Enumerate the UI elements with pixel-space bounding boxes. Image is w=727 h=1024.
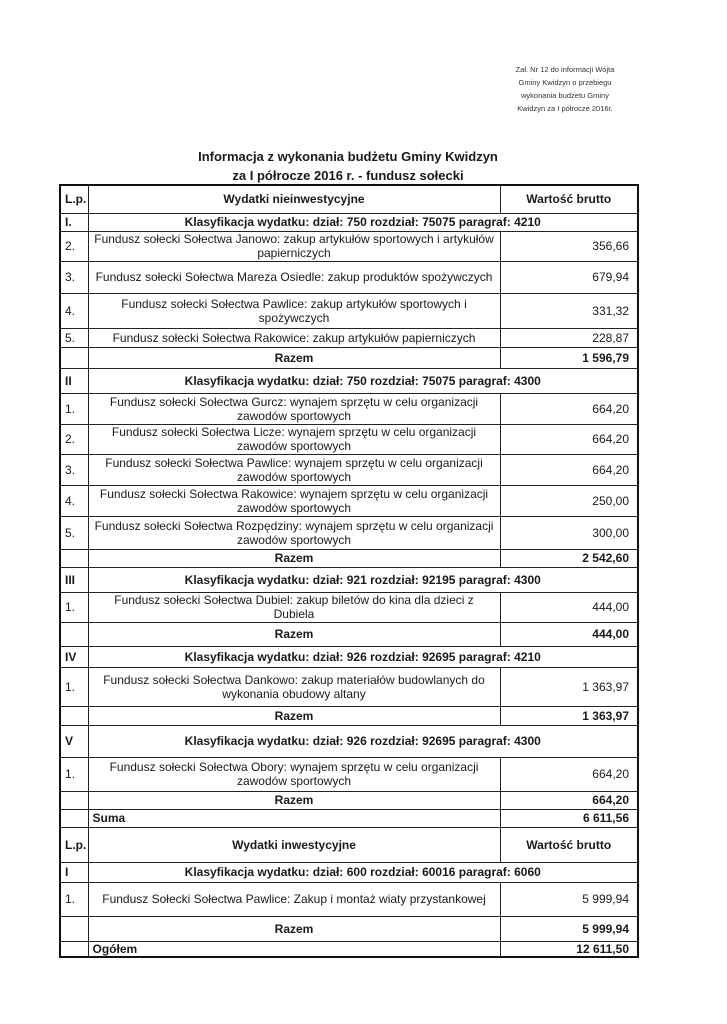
table-row	[60, 293, 638, 328]
lp-cell: 3.	[60, 454, 88, 485]
value-cell: 679,94	[500, 261, 638, 293]
lp-cell	[60, 549, 88, 567]
description-cell: Fundusz sołecki Sołectwa Obory: wynajem sprzętu w celu organizacji zawodów sportowych	[88, 757, 500, 791]
description-cell: Razem	[88, 622, 500, 646]
description-cell: Fundusz sołecki Sołectwa Dubiel: zakup biletów do kina dla dzieci z Dubiela	[88, 592, 500, 622]
subtotal-row	[60, 549, 638, 567]
description-cell: Fundusz sołecki Sołectwa Gurcz: wynajem sprzętu w celu organizacji zawodów sportowych	[88, 393, 500, 424]
value-cell: 228,87	[500, 328, 638, 347]
table-row	[60, 882, 638, 916]
lp-cell	[60, 791, 88, 809]
value-cell: 664,20	[500, 757, 638, 791]
value-cell: 1 596,79	[500, 347, 638, 368]
table-row	[60, 454, 638, 485]
classification-row	[60, 862, 638, 882]
value-cell: 6 611,56	[500, 809, 638, 827]
description-cell: Razem	[88, 347, 500, 368]
lp-cell: 5.	[60, 328, 88, 347]
lp-cell: 4.	[60, 485, 88, 516]
classification-row	[60, 725, 638, 757]
lp-cell	[60, 706, 88, 725]
classification-row	[60, 368, 638, 393]
classification-row	[60, 646, 638, 667]
title-line: Informacja z wykonania budżetu Gminy Kwidzyn	[198, 149, 498, 164]
lp-cell: V	[60, 725, 88, 757]
table-row	[60, 592, 638, 622]
description-cell: Fundusz sołecki Sołectwa Rozpędziny: wynajem sprzętu w celu organizacji zawodów sportowych	[88, 516, 500, 549]
value-cell: 664,20	[500, 791, 638, 809]
lp-cell: I	[60, 862, 88, 882]
description-cell: Razem	[88, 791, 500, 809]
classification-cell: Klasyfikacja wydatku: dział: 750 rozdział: 75075 paragraf: 4300	[88, 368, 638, 393]
lp-cell: I.	[60, 213, 88, 231]
lp-cell: 2.	[60, 231, 88, 261]
value-cell: Wartość brutto	[500, 185, 638, 213]
description-cell: Fundusz sołecki Sołectwa Pawlice: wynajem sprzętu w celu organizacji zawodów sportowych	[88, 454, 500, 485]
table-header-row	[60, 185, 638, 213]
value-cell: 444,00	[500, 592, 638, 622]
note-line: Gminy Kwidzyn o przebiegu	[518, 78, 612, 87]
lp-cell: L.p.	[60, 827, 88, 862]
description-cell: Fundusz sołecki Sołectwa Rakowice: zakup artykułów papierniczych	[88, 328, 500, 347]
description-cell: Fundusz sołecki Sołectwa Dankowo: zakup materiałów budowlanych do wykonania obudowy altany	[88, 667, 500, 706]
value-cell: 12 611,50	[500, 941, 638, 957]
note-line: wykonania budżetu Gminy	[521, 91, 609, 100]
lp-cell: 1.	[60, 592, 88, 622]
classification-cell: Klasyfikacja wydatku: dział: 921 rozdział: 92195 paragraf: 4300	[88, 567, 638, 592]
lp-cell: 1.	[60, 757, 88, 791]
lp-cell	[60, 809, 88, 827]
value-cell: 664,20	[500, 393, 638, 424]
subtotal-row	[60, 916, 638, 941]
value-cell: 444,00	[500, 622, 638, 646]
lp-cell: 1.	[60, 393, 88, 424]
lp-cell: II	[60, 368, 88, 393]
table-row	[60, 667, 638, 706]
value-cell: 1 363,97	[500, 667, 638, 706]
description-cell: Razem	[88, 916, 500, 941]
description-cell: Fundusz sołecki Sołectwa Janowo: zakup artykułów sportowych i artykułów papierniczych	[88, 231, 500, 261]
table-row	[60, 757, 638, 791]
table-row	[60, 516, 638, 549]
description-cell: Fundusz sołecki Sołectwa Rakowice: wynajem sprzętu w celu organizacji zawodów sportowych	[88, 485, 500, 516]
value-cell: Wartość brutto	[500, 827, 638, 862]
lp-cell: 1.	[60, 882, 88, 916]
budget-table	[59, 184, 639, 958]
value-cell: 1 363,97	[500, 706, 638, 725]
classification-row	[60, 567, 638, 592]
table-header-row	[60, 827, 638, 862]
lp-cell: L.p.	[60, 185, 88, 213]
lp-cell	[60, 622, 88, 646]
subtotal-row	[60, 706, 638, 725]
description-cell: Razem	[88, 706, 500, 725]
lp-cell: 4.	[60, 293, 88, 328]
classification-cell: Klasyfikacja wydatku: dział: 926 rozdział: 92695 paragraf: 4300	[88, 725, 638, 757]
table-row	[60, 424, 638, 454]
lp-cell	[60, 347, 88, 368]
lp-cell	[60, 916, 88, 941]
lp-cell	[60, 941, 88, 957]
value-cell: 2 542,60	[500, 549, 638, 567]
lp-cell: III	[60, 567, 88, 592]
description-cell: Fundusz sołecki Sołectwa Mareza Osiedle: zakup produktów spożywczych	[88, 261, 500, 293]
subtotal-row	[60, 347, 638, 368]
value-cell: 356,66	[500, 231, 638, 261]
table-row	[60, 231, 638, 261]
description-cell: Suma	[88, 809, 500, 827]
subtotal-row	[60, 791, 638, 809]
total-row	[60, 809, 638, 827]
value-cell: 664,20	[500, 454, 638, 485]
value-cell: 5 999,94	[500, 916, 638, 941]
classification-cell: Klasyfikacja wydatku: dział: 600 rozdział: 60016 paragraf: 6060	[88, 862, 638, 882]
description-cell: Razem	[88, 549, 500, 567]
total-row	[60, 941, 638, 957]
lp-cell: 5.	[60, 516, 88, 549]
value-cell: 250,00	[500, 485, 638, 516]
classification-row	[60, 213, 638, 231]
value-cell: 5 999,94	[500, 882, 638, 916]
document-title	[60, 147, 636, 185]
description-cell: Fundusz sołecki Sołectwa Pawlice: zakup artykułów sportowych i spożywczych	[88, 293, 500, 328]
note-line: Zał. Nr 12 do informacji Wójta	[515, 65, 615, 74]
classification-cell: Klasyfikacja wydatku: dział: 926 rozdział: 92695 paragraf: 4210	[88, 646, 638, 667]
description-cell: Fundusz Sołecki Sołectwa Pawlice: Zakup i montaż wiaty przystankowej	[88, 882, 500, 916]
description-cell: Wydatki inwestycyjne	[88, 827, 500, 862]
description-cell: Fundusz sołecki Sołectwa Licze: wynajem sprzętu w celu organizacji zawodów sportowych	[88, 424, 500, 454]
table-row	[60, 485, 638, 516]
table-row	[60, 261, 638, 293]
table-row	[60, 328, 638, 347]
note-line: Kwidzyn za I półrocze 2016r.	[517, 104, 613, 113]
title-line: za I półrocze 2016 r. - fundusz sołecki	[232, 168, 464, 183]
lp-cell: 2.	[60, 424, 88, 454]
value-cell: 331,32	[500, 293, 638, 328]
subtotal-row	[60, 622, 638, 646]
description-cell: Ogółem	[88, 941, 500, 957]
value-cell: 300,00	[500, 516, 638, 549]
description-cell: Wydatki nieinwestycyjne	[88, 185, 500, 213]
lp-cell: 1.	[60, 667, 88, 706]
attachment-note	[490, 63, 640, 115]
lp-cell: IV	[60, 646, 88, 667]
table-row	[60, 393, 638, 424]
classification-cell: Klasyfikacja wydatku: dział: 750 rozdział: 75075 paragraf: 4210	[88, 213, 638, 231]
value-cell: 664,20	[500, 424, 638, 454]
lp-cell: 3.	[60, 261, 88, 293]
